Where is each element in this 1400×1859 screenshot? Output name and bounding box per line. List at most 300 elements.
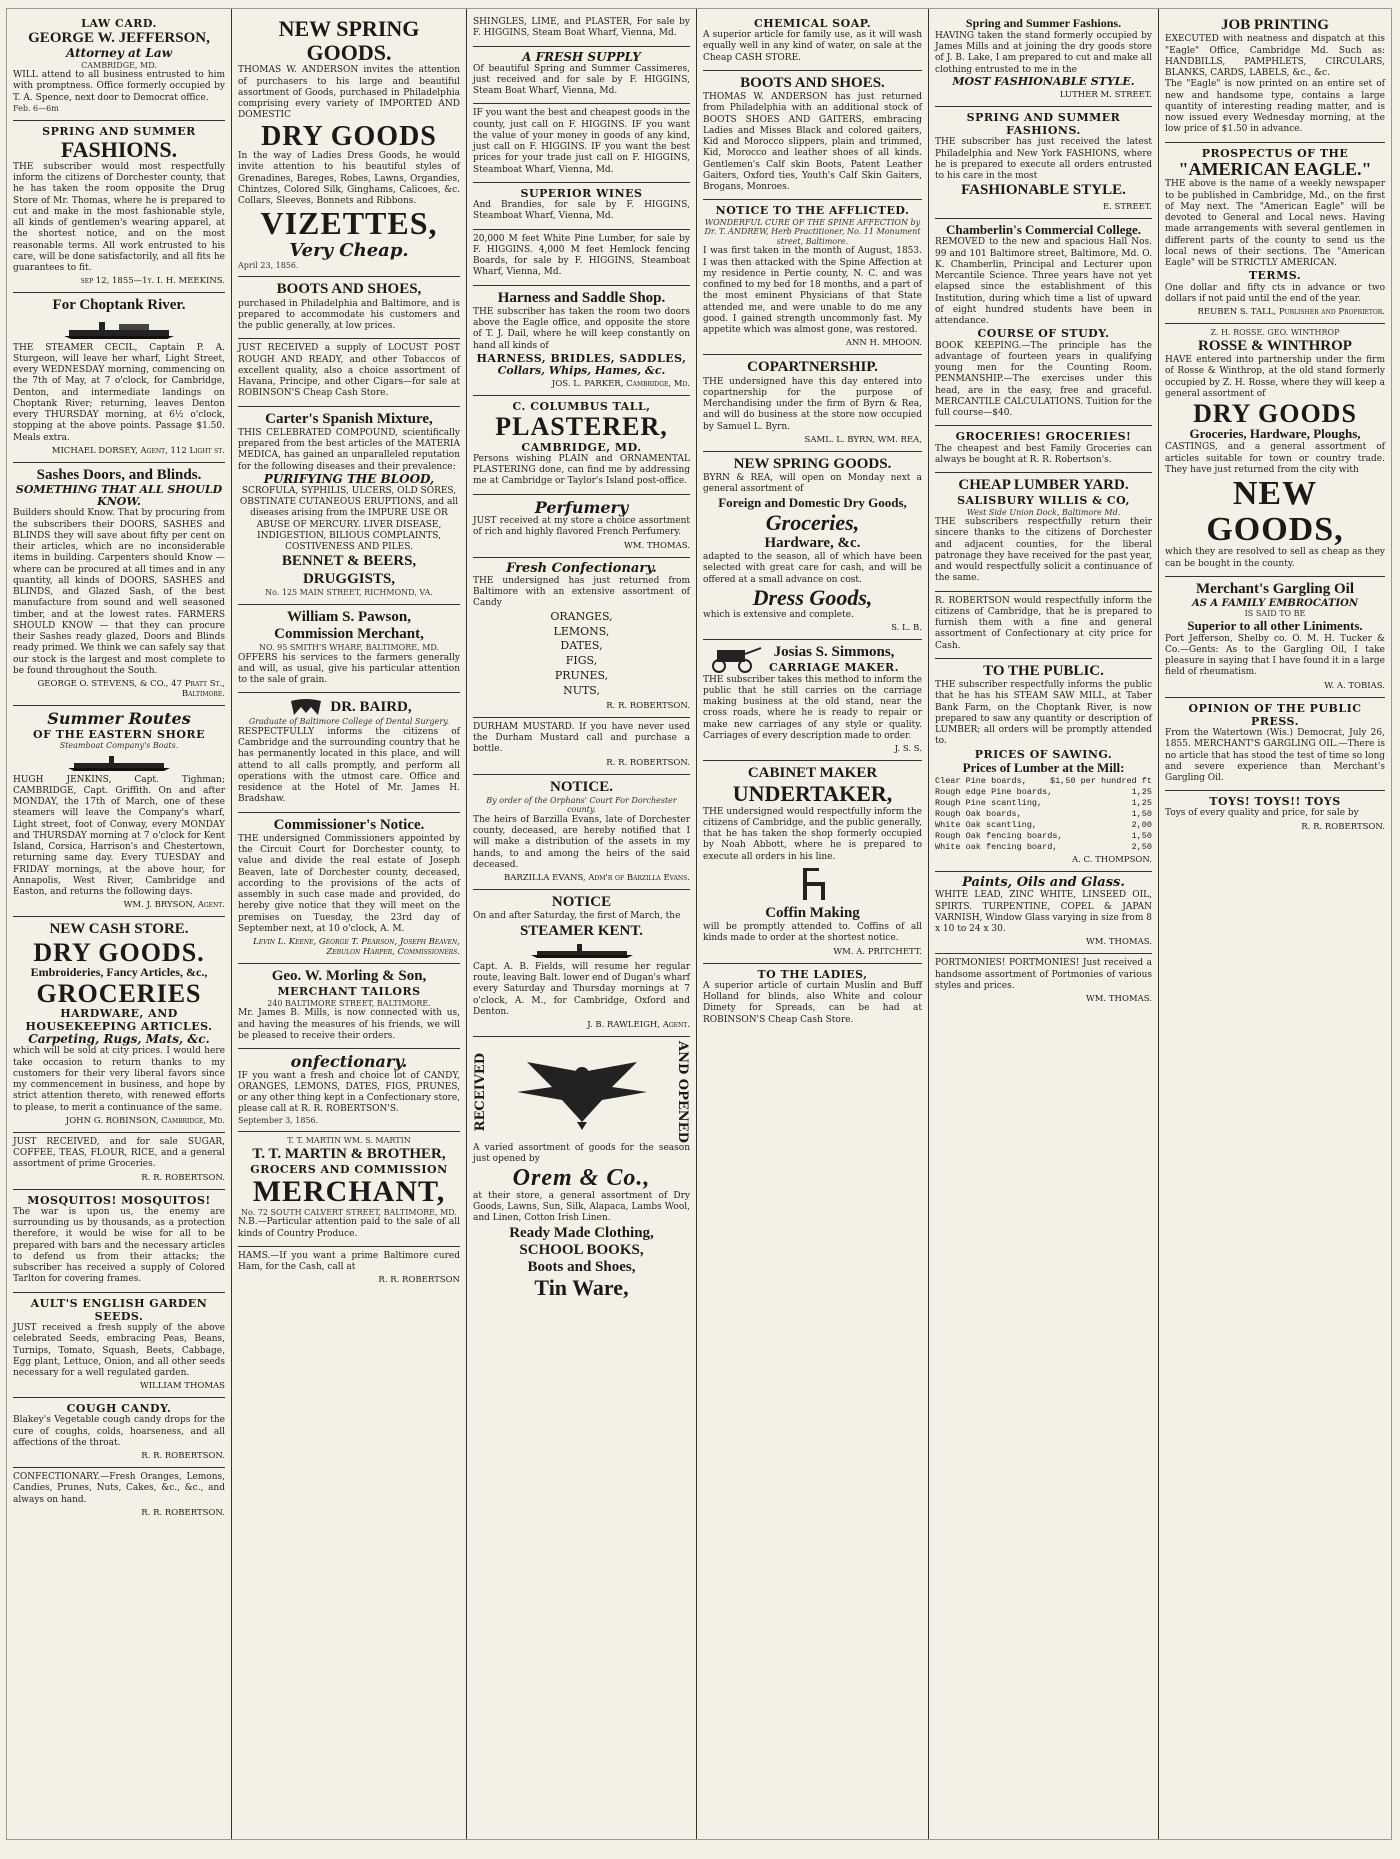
sugar-signature: R. R. ROBERTSON.	[141, 1172, 225, 1183]
paints-ad	[935, 872, 1152, 954]
robertson-body: R. ROBERTSON would respectfully inform the citizens of Cambridge, that he is prepared to furnish them with a fine and general assortment of Confectionary at city price for Cash.	[935, 595, 1152, 651]
cash-store-title: NEW CASH STORE.	[49, 921, 189, 938]
price-value: 1,50	[1131, 808, 1152, 819]
gargling-line: AS A FAMILY EMBROCATION	[1191, 598, 1359, 610]
cash-store-ad	[13, 917, 225, 1133]
price-row	[935, 842, 1152, 853]
column-3	[467, 9, 697, 1839]
robertson-ad	[935, 592, 1152, 659]
college-body: REMOVED to the new and spacious Hall Nos. 99 and 101 Baltimore street, Baltimore, Md. O. K. Chamberlin, Principal and Lecturer upon Mercantile Science. Three years have not yet elapsed since the establishment of this Institution, during which time a list of upward of eight hundred students have been in attendance.	[935, 237, 1152, 327]
cabinet-ad	[703, 761, 922, 963]
soap-ad	[703, 13, 922, 71]
law-card-title: Attorney at Law	[65, 46, 173, 61]
harness-signature: JOS. L. PARKER, Cambridge, Md.	[551, 379, 690, 390]
fashions2-big: FASHIONABLE STYLE.	[961, 182, 1126, 199]
list-item: ORANGES,	[550, 609, 613, 623]
cabinet-body2: will be promptly attended to. Coffins of all kinds made to order at the shortest notice.	[703, 922, 922, 944]
job-printing-title: JOB PRINTING	[1221, 17, 1329, 33]
hams-signature: R. R. ROBERTSON	[378, 1275, 460, 1286]
lumber-body: 20,000 M feet White Pine Lumber, for sale by F. HIGGINS. 4,000 M feet Hemlock fencing Boards, for sale by F. HIGGINS, Steamboat Wharf, Vienna, Md.	[473, 233, 690, 278]
spring-goods-ad	[238, 13, 460, 277]
column-4	[697, 9, 929, 1839]
orem-big3: Tin Ware,	[534, 1275, 629, 1301]
toys-ad	[1165, 791, 1385, 837]
price-value: $1,50 per hundred ft	[1049, 775, 1152, 786]
mixture-body2: SCROFULA, SYPHILIS, ULCERS, OLD SORES, OBSTINATE CUTANEOUS ERUPTIONS, and all diseases arising from the IMPURE USE OR ABUSE OF MERCURY. LIVER DISEASE, INDIGESTION, BILIOUS COMPLAINTS, COSTIVENESS AND PILES.	[239, 485, 459, 553]
mustard-body: DURHAM MUSTARD. If you have never used the Durham Mustard call and purchase a bottle.	[473, 721, 690, 755]
plasterer-body: Persons wishing PLAIN and ORNAMENTAL PLASTERING done, can find me by addressing me at Cambridge or Taylor's Island post-office.	[473, 453, 690, 487]
cheap-lumber-body: THE subscribers respectfully return their sincere thanks to the citizens of Dorchester and adjacent counties, for the liberal patronage they have received for the past year, and would respectfully solicit a continuance of the same.	[935, 517, 1152, 584]
locust-ad	[238, 339, 460, 406]
gargling-signature: W. A. TOBIAS.	[1324, 680, 1385, 691]
cash-store-body: which will be sold at city prices. I would here take occasion to return thanks to my customers for their very liberal favors since my commencement in business, and hope by strict attention thereto, with renewed efforts to please, to merit a continuance of the same.	[13, 1046, 225, 1113]
orem-line: Ready Made Clothing,	[509, 1224, 654, 1241]
fashions2-signature: E. STREET.	[1102, 201, 1152, 212]
toys-title: TOYS! TOYS!! TOYS	[1209, 795, 1341, 809]
cough-candy-title: COUGH CANDY.	[66, 1402, 172, 1416]
martin-ad	[238, 1132, 460, 1247]
plasterer-place: CAMBRIDGE, MD.	[521, 440, 642, 454]
college-line: COURSE OF STUDY.	[977, 327, 1110, 341]
fresh-confectionary-signature: R. R. ROBERTSON.	[606, 700, 690, 711]
harness-line: Collars, Whips, Hames, &c.	[497, 364, 666, 378]
price-list	[935, 776, 1152, 853]
cash-store-line: Carpeting, Rugs, Mats, &c.	[28, 1032, 210, 1047]
college-title: Chamberlin's Commercial College.	[945, 221, 1142, 237]
paints-body: WHITE LEAD, ZINC WHITE, LINSEED OIL, SPIRTS. TURPENTINE, COPEL & JAPAN VARNISH, Window Glass varying in size from 8 x 10 to 24 x 30.	[935, 890, 1152, 935]
notice-title: NOTICE.	[550, 778, 613, 795]
groceries-ad	[935, 426, 1152, 473]
perfumery-body: JUST received at my store a choice assortment of rich and highly flavored French Perfumery.	[473, 516, 690, 538]
higgins-ad	[473, 104, 690, 183]
rosse-body3: which they are resolved to sell as cheap as they can be bought in the county.	[1165, 547, 1385, 569]
column-2	[232, 9, 467, 1839]
law-card-name: GEORGE W. JEFFERSON,	[28, 30, 210, 47]
fashions-kicker: SPRING AND SUMMER	[42, 124, 196, 138]
job-printing-ad	[1165, 13, 1385, 143]
garden-seeds-signature: WILLIAM THOMAS	[140, 1381, 225, 1392]
job-printing-body2: The "Eagle" is now printed on an entire set of new and handsome type, contains a large quantity of interesting reading matter, and is now issued every Wednesday morning, at the low price of $1.50 in advance.	[1165, 79, 1385, 135]
price-item: Rough edge Pine boards,	[935, 786, 1053, 797]
eastern-shore-ad	[13, 706, 225, 917]
perfumery-ad	[473, 495, 690, 558]
prospectus-terms: TERMS.	[1248, 269, 1302, 283]
cough-candy-ad	[13, 1398, 225, 1468]
cash-store-big1: DRY GOODS.	[33, 937, 205, 967]
boots-title: BOOTS AND SHOES.	[740, 74, 885, 91]
pawson-ad	[238, 605, 460, 694]
eastern-shore-line: Steamboat Company's Boats.	[59, 740, 179, 750]
plasterer-kicker: C. COLUMBUS TALL,	[512, 400, 651, 414]
byrn-goods-body2: adapted to the season, all of which have been selected with great care for cash, and will be offered at a small advance on cost.	[703, 552, 922, 585]
spring-goods-line: Very Cheap.	[289, 239, 409, 261]
gargling-ad	[1165, 577, 1385, 698]
fashions-body: THE subscriber would most respectfully inform the citizens of Dorchester county, that he has taken the room opposite the Drug Store of Mr. Thomas, where he is prepared to cut and make in the most fashionable style, all kinds of gentlemen's wearing apparel, at the shortest notice, and on the most reasonable terms. All work entrusted to his care, will be done satisfactorily, and all fits he guarantees to fit.	[13, 161, 225, 274]
public-body: THE subscriber respectfully informs the public that he has his STEAM SAW MILL, at Taber Bank Farm, on the Choptank River, is now prepared to saw any quantity or description of LUMBER; all orders will be promptly attended to.	[935, 680, 1152, 747]
kent-ad	[473, 890, 690, 1037]
public-line: PRICES OF SAWING.	[974, 747, 1113, 761]
sashes-subtitle: SOMETHING THAT ALL SHOULD KNOW.	[15, 483, 223, 509]
cash-store-signature: JOHN G. ROBINSON, Cambridge, Md.	[65, 1115, 225, 1126]
baird-ad	[238, 693, 460, 812]
prospectus-kicker: PROSPECTUS OF THE	[1201, 146, 1349, 160]
law-card-place: CAMBRIDGE, MD.	[81, 60, 157, 70]
eastern-shore-signature: WM. J. BRYSON, Agent.	[123, 900, 225, 911]
prospectus-title: "AMERICAN EAGLE."	[1178, 158, 1372, 179]
orem-big: Orem & Co.,	[512, 1164, 651, 1191]
copartnership-ad	[703, 355, 922, 452]
afflicted-signature: ANN H. MHOON.	[845, 338, 922, 349]
spring-fashions-line: MOST FASHIONABLE STYLE.	[952, 74, 1135, 88]
ladies-body: A superior article of curtain Muslin and Buff Holland for blinds, also White and colour Dimety for Spreads, can be had at ROBINSON'S Cheap Cash Store.	[703, 980, 922, 1025]
choptank-body: THE STEAMER CECIL, Captain P. A. Sturgeon, will leave her wharf, Light Street, every WEDNESDAY morning, commencing on the 7th of May, at 7 o'clock, for Cambridge, Denton, and intermediate landings on Choptank River; returning, leaves Denton every THURSDAY morning, at 6½ o'clock, stopping at the above points. Passage $1.50. Meals extra.	[13, 342, 225, 443]
spring-goods-body: THOMAS W. ANDERSON invites the attention of purchasers to his large and beautiful assortment of Goods, purchased in Philadelphia comprising every variety of IMPORTED AND DOMESTIC	[238, 65, 460, 121]
perfumery-signature: WM. THOMAS.	[624, 540, 690, 551]
paints-signature: WM. THOMAS.	[1086, 937, 1152, 948]
price-value: 1,25	[1131, 797, 1152, 808]
orem-line2: Boots and Shoes,	[527, 1259, 636, 1275]
gargling-body: Port Jefferson, Shelby co. O. M. H. Tucker & Co.—Gents: As to the Gargling Oil, I take pleasure in saying that I have found it in a large field of rheumatism.	[1165, 633, 1385, 678]
rosse-body: HAVE entered into partnership under the firm of Rosse & Winthrop, at the old stand formerly occupied by Z. H. Rosse, where they will keep a general assortment of	[1165, 355, 1385, 399]
martin-names: T. T. MARTIN WM. S. MARTIN	[287, 1136, 411, 1146]
fresh-confectionary-ad	[473, 558, 690, 718]
groceries-body: The cheapest and best Family Groceries can always be bought at R. R. Robertson's.	[935, 443, 1152, 465]
pawson-body: OFFERS his services to the farmers generally and will, as usual, give his particular attention to the sale of grain.	[238, 652, 460, 686]
boots-ad	[703, 71, 922, 201]
job-printing-body: EXECUTED with neatness and dispatch at this "Eagle" Office, Cambridge Md. Such as: HANDBILLS, PAMPHLETS, CIRCULARS, BLANKS, CARDS, LABELS, &c., &c.	[1165, 34, 1385, 78]
byrn-goods-body3: which is extensive and complete.	[703, 609, 854, 620]
cash-store-big2: GROCERIES	[36, 978, 202, 1008]
notice-body: The heirs of Barzilla Evans, late of Dorchester county, deceased, are hereby notified that I will make a distribution of the assets in my hands, to and among the heirs of the said deceased.	[473, 814, 690, 870]
fashions-signature: sep 12, 1855—1y. I. H. MEEKINS.	[80, 276, 225, 287]
martin-title: T. T. MARTIN & BROTHER,	[252, 1145, 446, 1162]
law-card-ad	[13, 13, 225, 121]
boots-shoes-title: BOOTS AND SHOES,	[276, 281, 422, 298]
spring-goods-title: NEW SPRING GOODS.	[278, 16, 420, 66]
wines-body: And Brandies, for sale by F. HIGGINS, Steamboat Wharf, Vienna, Md.	[473, 200, 690, 222]
sashes-title: Sashes Doors, and Blinds.	[36, 466, 202, 483]
choptank-title: For Choptank River.	[52, 297, 186, 314]
harness-ad	[473, 286, 690, 397]
mixture-line: PURIFYING THE BLOOD,	[263, 471, 435, 486]
morling-title: Geo. W. Morling & Son,	[271, 968, 427, 985]
spring-fashions-ad	[935, 13, 1152, 107]
cabinet-line: Coffin Making	[765, 904, 860, 921]
fashions2-ad	[935, 107, 1152, 219]
hams-body: HAMS.—If you want a prime Baltimore cured Ham, for the Cash, call at	[238, 1250, 460, 1273]
soap-body: A superior article for family use, as it will wash equally well in any kind of water, on sale at the Cheap CASH STORE.	[703, 30, 922, 63]
fresh-confectionary-list	[473, 610, 690, 699]
pawson-subtitle: Commission Merchant,	[274, 625, 424, 642]
orem-big2: SCHOOL BOOKS,	[519, 1241, 644, 1258]
fresh-supply-title: A FRESH SUPPLY	[522, 49, 641, 64]
price-item: White oak fencing board,	[935, 842, 1058, 853]
portmonies-signature: WM. THOMAS.	[1086, 994, 1152, 1005]
cheap-lumber-ad	[935, 473, 1152, 592]
copartnership-title: COPARTNERSHIP.	[747, 359, 878, 376]
list-item: NUTS,	[563, 683, 600, 697]
byrn-goods-signature: S. L. B.	[891, 623, 922, 634]
plasterer-ad	[473, 396, 690, 494]
byrn-goods-big3: Hardware, &c.	[764, 534, 861, 551]
pawson-place: NO. 95 SMITH'S WHARF, BALTIMORE, MD.	[258, 643, 440, 653]
afflicted-title: NOTICE TO THE AFFLICTED.	[715, 204, 910, 218]
martin-body: N.B.—Particular attention paid to the sale of all kinds of Country Produce.	[238, 1217, 460, 1239]
list-item: FIGS,	[565, 654, 598, 668]
afflicted-ad	[703, 200, 922, 355]
choptank-signature: MICHAEL DORSEY, Agent, 112 Light st.	[51, 445, 225, 456]
harness-body: THE subscriber has taken the room two doors above the Eagle office, and opposite the store of T. J. Dail, where he will keep constantly on hand all kinds of	[473, 306, 690, 351]
list-item: LEMONS,	[553, 624, 610, 638]
price-row	[935, 776, 1152, 787]
price-value: 1,25	[1131, 786, 1152, 797]
choptank-ad	[13, 293, 225, 463]
fashions-ad	[13, 121, 225, 294]
opinion-title: OPINION OF THE PUBLIC PRESS.	[1188, 701, 1362, 728]
kent-big: STEAMER KENT.	[519, 922, 644, 939]
steamboat-cut-icon	[527, 943, 637, 959]
byrn-goods-big2: Groceries,	[765, 509, 860, 535]
orem-ad	[473, 1037, 690, 1306]
portmonies-ad	[935, 954, 1152, 1010]
confection2-ad	[238, 1049, 460, 1132]
notice-subtitle: By order of the Orphans' Court For Dorchester county.	[486, 795, 677, 815]
commissioner-ad	[238, 813, 460, 965]
price-item: Clear Pine boards,	[935, 775, 1027, 786]
carriage-cut-icon	[703, 644, 763, 674]
public-ad	[935, 659, 1152, 872]
price-value: 1,50	[1131, 830, 1152, 841]
mixture-ad	[238, 407, 460, 605]
morling-body: Mr. James B. Mills, is now connected with us, and having the measures of his friends, we will be pleased to receive their orders.	[238, 1008, 460, 1041]
steamboat-cut-icon	[64, 754, 174, 772]
lumber-ad	[473, 230, 690, 286]
confectionary-signature: R. R. ROBERTSON.	[141, 1507, 225, 1518]
sugar-body: JUST RECEIVED, and for sale SUGAR, COFFEE, TEAS, FLOUR, RICE, and a general assortment of prime Groceries.	[13, 1136, 225, 1170]
chair-cut-icon	[793, 866, 833, 902]
eastern-shore-title: Summer Routes	[47, 709, 191, 729]
prospectus-signature: REUBEN S. TALL, Publisher and Proprietor.	[1197, 307, 1385, 318]
byrn-goods-body: BYRN & REA, will open on Monday next a general assortment of	[703, 473, 922, 495]
prospectus-ad	[1165, 143, 1385, 325]
mixture-title: Carter's Spanish Mixture,	[265, 410, 433, 427]
kent-signature: J. B. RAWLEIGH, Agent.	[587, 1020, 690, 1031]
eastern-shore-body: HUGH JENKINS, Capt. Tighman; CAMBRIDGE, Capt. Griffith. On and after MONDAY, the 17th of March, one of these steamers will leave the Company's wharf, Light street, foot of Conway, every MONDAY and THURSDAY morning at 7 o'clock for Kent Island, Corsica, Harrison's and Chestertown, returning same day. Every TUESDAY and FRIDAY mornings, at the above hour, for Annapolis, West River, Cambridge and Easton, and returns the following days.	[13, 774, 225, 897]
martin-big: MERCHANT,	[252, 1175, 446, 1209]
fresh-supply-ad	[473, 47, 690, 105]
wines-ad	[473, 183, 690, 230]
cabinet-body: THE undersigned would respectfully inform the citizens of Cambridge, and the public generally, that he has taken the shop formerly occupied by Noah Abbott, where he is prepared to execute all orders in his line.	[703, 806, 922, 862]
orem-body: A varied assortment of goods for the season just opened by	[473, 1143, 690, 1165]
afflicted-subtitle: WONDERFUL CURE OF THE SPINE AFFECTION by Dr. T. ANDREW, Herb Practitioner, No. 11 Monument street, Baltimore.	[704, 217, 921, 246]
spring-fashions-signature: LUTHER M. STREET.	[1059, 89, 1152, 100]
morling-place: 240 BALTIMORE STREET, BALTIMORE.	[267, 998, 431, 1008]
price-row	[935, 798, 1152, 809]
opinion-body: From the Watertown (Wis.) Democrat, July 26, 1855. MERCHANT'S GARGLING OIL.—There is no article that has stood the test of time so long and severe experience than Merchant's Gargling Oil.	[1165, 728, 1385, 784]
cough-candy-signature: R. R. ROBERTSON.	[141, 1451, 225, 1462]
rosse-ad	[1165, 324, 1385, 577]
sashes-signature: GEORGE O. STEVENS, & CO., 47 Pratt St., Baltimore.	[37, 679, 225, 700]
notice-signature: BARZILLA EVANS, Adm'r of Barzilla Evans.	[503, 873, 690, 884]
gargling-title: Merchant's Gargling Oil	[1195, 580, 1355, 597]
prospectus-body: THE above is the name of a weekly newspaper to be published in Cambridge, Md., on the first of May next. The "American Eagle" will be devoted to General and Local news. Having made arrangements with several gentlemen in different parts of the county to send us the local news of their sections. The "American Eagle" will be STRICTLY AMERICAN.	[1165, 179, 1385, 269]
hams-ad	[238, 1247, 460, 1292]
rosse-names: Z. H. ROSSE. GEO. WINTHROP	[1210, 328, 1340, 338]
price-row	[935, 831, 1152, 842]
price-item: Rough Pine scantling,	[935, 797, 1043, 808]
cash-store-subtitle: HARDWARE, AND HOUSEKEEPING ARTICLES.	[25, 1006, 213, 1034]
sashes-body: Builders should Know. That by procuring from the subscribers their DOORS, SASHES and BLINDS they will save about fifty per cent on their articles, which are no inconsiderable items in building. Carpenters should Know — where can be procured at all times and in any quantity, all kinds of DOORS, SASHES and BLINDS, and Glazed Sash, of the best manufacture from sound and well seasoned timber, and at the lowest rates. FARMERS SHOULD KNOW — that they can procure their Sashes ready glazed, Doors and Blinds ready primed. We think we can safely say that our stock is the largest and most complete to be found throughout the South.	[13, 508, 225, 676]
column-6	[1159, 9, 1391, 1839]
rosse-big: DRY GOODS	[1193, 399, 1357, 429]
kent-body: On and after Saturday, the first of March, the	[473, 911, 681, 922]
commissioner-title: Commissioner's Notice.	[273, 816, 425, 833]
opinion-ad	[1165, 698, 1385, 792]
sashes-ad	[13, 463, 225, 706]
simmons-title: Josias S. Simmons,	[773, 644, 895, 661]
fresh-confectionary-body: THE undersigned has just returned from Baltimore with an extensive assortment of Candy	[473, 575, 690, 609]
kent-title: NOTICE	[551, 894, 612, 911]
confection2-body: IF you want a fresh and choice lot of CANDY, ORANGES, LEMONS, DATES, FIGS, PRUNES, or any other thing kept in a Confectionary store, please call at R. R. ROBERTSON'S.	[238, 1070, 460, 1115]
portmonies-body: PORTMONIES! PORTMONIES! Just received a handsome assortment of Portmonies of various styles and prices.	[935, 958, 1152, 991]
morling-ad	[238, 964, 460, 1049]
baird-title: DR. BAIRD,	[330, 698, 412, 715]
gargling-subtitle: IS SAID TO BE	[1244, 609, 1306, 619]
spring-goods-date: April 23, 1856.	[238, 260, 299, 270]
orem-received-label: RECEIVED	[473, 1052, 488, 1132]
list-item: DATES,	[560, 639, 603, 653]
fashions-title: FASHIONS.	[60, 136, 178, 162]
spring-goods-body2: In the way of Ladies Dress Goods, he would invite attention to his beautiful styles of Grenadines, Bareges, Robes, Lawns, Organdies, Chintzes, Colored Silk, Ginghams, Calicoes, &c. Collars, Sleeves, Bonnets and Ribbons.	[238, 151, 460, 207]
public-title: TO THE PUBLIC.	[983, 662, 1104, 679]
baird-subtitle: Graduate of Baltimore College of Dental Surgery.	[248, 717, 450, 727]
spring-fashions-title: Spring and Summer Fashions.	[965, 16, 1122, 30]
price-row	[935, 787, 1152, 798]
simmons-ad	[703, 640, 922, 761]
price-item: Rough Oak fencing boards,	[935, 830, 1063, 841]
boots-shoes-ad	[238, 277, 460, 339]
byrn-goods-big: Foreign and Domestic Dry Goods,	[718, 494, 907, 510]
simmons-body: THE subscriber takes this method to inform the public that he still carries on the carriage making business at the old stand, near the cross roads, where he is ready to repair or make new carriages of any style or quality. Carriages of every description made to order.	[703, 674, 922, 741]
martin-place: No. 72 SOUTH CALVERT STREET, BALTIMORE, MD.	[241, 1207, 457, 1217]
college-body2: BOOK KEEPING.—The principle has the advantage of fourteen years in qualifying young men for the Counting Room. PENMANSHIP.—The exercises under this head, are in the easy, free and graceful. MERCANTILE CALCULATIONS. Tuition for the full course—$40.	[935, 340, 1152, 419]
byrn-goods-title: NEW SPRING GOODS.	[733, 455, 892, 472]
byrn-goods-big4: Dress Goods,	[752, 584, 873, 610]
spring-goods-big2: VIZETTES,	[260, 205, 438, 242]
ladies-ad	[703, 964, 922, 1032]
groceries-title: GROCERIES! GROCERIES!	[955, 430, 1132, 444]
sugar-ad	[13, 1133, 225, 1190]
orem-opened-label: AND OPENED	[675, 1041, 690, 1144]
mosquitos-ad	[13, 1190, 225, 1293]
garden-seeds-title: AULT'S ENGLISH GARDEN SEEDS.	[30, 1296, 208, 1323]
price-row	[935, 809, 1152, 820]
mosquitos-body: The war is upon us, the enemy are surrounding us by thousands, as a protection therefore, it would be wise for all to be prepared with bars and the necessary articles to defend us from their attacks; the subscriber has received a supply of Colored Tarlton for covering frames.	[13, 1206, 225, 1285]
baird-body: RESPECTFULLY informs the citizens of Cambridge and the surrounding country that he has permanently located in this place, and will attend to all calls promptly, and perform all operations with the utmost care. Office and residence at the Hotel of Mr. James H. Bradshaw.	[238, 726, 460, 805]
confectionary-body: CONFECTIONARY.—Fresh Oranges, Lemons, Candies, Prunes, Nuts, Cakes, &c., &c., and always on hand.	[13, 1472, 225, 1505]
cheap-lumber-title: CHEAP LUMBER YARD.	[958, 477, 1129, 494]
ladies-title: TO THE LADIES,	[757, 967, 868, 981]
public-signature: A. C. THOMPSON.	[1071, 855, 1152, 866]
cabinet-big: UNDERTAKER,	[732, 781, 893, 807]
spring-goods-big: DRY GOODS	[261, 120, 437, 152]
law-card-body: WILL attend to all business entrusted to him with promptness. Office formerly occupied by T. A. Spence, next door to Democrat office.	[13, 70, 225, 103]
higgins-body: IF you want the best and cheapest goods in the county, just call on F. HIGGINS. IF you want the value of your money in goods of any kind, just call on F. HIGGINS. IF you want the best prices for your trade just call on F. HIGGINS, Steamboat Wharf, Vienna, Md.	[473, 108, 690, 175]
simmons-subtitle: CARRIAGE MAKER.	[769, 661, 899, 675]
confection2-date: September 3, 1856.	[238, 1115, 319, 1125]
kent-body2: Capt. A. B. Fields, will resume her regular route, leaving Balt. lower end of Dugan's wharf every Saturday and Thursday mornings at 7 o'clock, A. M., for Cambridge, Oxford and Denton.	[473, 961, 690, 1017]
tooth-cut-icon	[286, 697, 326, 717]
rosse-title: ROSSE & WINTHROP	[1198, 337, 1352, 354]
cabinet-signature: WM. A. PRITCHETT.	[833, 946, 922, 957]
cheap-lumber-place: West Side Union Dock, Baltimore Md.	[966, 507, 1121, 517]
soap-title: CHEMICAL SOAP.	[753, 17, 872, 30]
price-value: 2,50	[1131, 842, 1152, 853]
rosse-line: Groceries, Hardware, Ploughs,	[1189, 426, 1361, 442]
garden-seeds-body: JUST received a fresh supply of the above celebrated Seeds, embracing Peas, Beans, Turnips, Tomato, Squash, Beets, Cabbage, Egg plant, Lettuce, Onion, and all other seeds necessary for a well regulated garden.	[13, 1323, 225, 1379]
column-5	[929, 9, 1159, 1839]
mosquitos-title: MOSQUITOS! MOSQUITOS!	[27, 1193, 211, 1207]
afflicted-body: I was first taken in the month of August, 1853. I was then attacked with the Spine Affection at my residence in Pertie county, N. C. and was confined to my bed for 18 months, and a part of the most eminent Physicians of that State attended me, and were unable to do me any good. I gained strength uncommonly fast. My appetite which was almost gone, was restored.	[703, 246, 922, 336]
toys-body: Toys of every quality and price, for sale by	[1165, 808, 1359, 819]
prospectus-body2: One dollar and fifty cts in advance or two dollars if not paid until the end of the year.	[1165, 282, 1385, 304]
harness-title: Harness and Saddle Shop.	[497, 289, 666, 306]
fashions2-body: THE subscriber has just received the latest Philadelphia and New York FASHIONS, where he is prepared to execute all orders entrusted to his care in the most	[935, 137, 1152, 182]
rosse-big2: NEW GOODS,	[1206, 475, 1344, 548]
mixture-signature: BENNET & BEERS, DRUGGISTS,	[281, 553, 417, 587]
public-big: Prices of Lumber at the Mill:	[962, 759, 1125, 775]
cabinet-title: CABINET MAKER	[747, 765, 878, 782]
steamboat-cut-icon	[59, 318, 179, 340]
commissioner-signature: Levin L. Keene, George T. Pearson, Joseph Beaven, Zebulon Harper, Commissioners.	[253, 937, 460, 958]
shingles-body: SHINGLES, LIME, and PLASTER, For sale by F. HIGGINS, Steam Boat Wharf, Vienna, Md.	[473, 17, 690, 39]
mustard-ad	[473, 718, 690, 775]
boots-body: THOMAS W. ANDERSON has just returned from Philadelphia with an additional stock of BOOTS SHOES AND GAITERS, embracing Ladies and Misses Black and colored gaiters, Kid and Morocco slippers, plain and trimmed, Kid, Morocco and leather shoes of all kinds. Gentlemen's Calf skin Boots, Patent Leather Gaiters, Oxford ties, Youth's Calf Skin Gaiters, Brogans, Monroes.	[703, 92, 922, 193]
spring-fashions-body: HAVING taken the stand formerly occupied by James Mills and at joining the dry goods store of J. B. Lake, I am prepared to cut and make all clothing entrusted to me in the	[935, 30, 1152, 75]
eastern-shore-subtitle: OF THE EASTERN SHORE	[33, 727, 205, 741]
byrn-goods-ad	[703, 452, 922, 640]
fashions2-title: SPRING AND SUMMER FASHIONS.	[966, 110, 1121, 138]
price-item: White Oak scantling,	[935, 819, 1038, 830]
cheap-lumber-subtitle: SALISBURY WILLIS & CO,	[957, 494, 1130, 508]
cough-candy-body: Blakey's Vegetable cough candy drops for the cure of coughs, colds, hoarseness, and all affections of the throat.	[13, 1415, 225, 1448]
shingles-ad	[473, 13, 690, 47]
price-value: 2,00	[1131, 819, 1152, 830]
paints-title: Paints, Oils and Glass.	[962, 875, 1125, 891]
mixture-body: THIS CELEBRATED COMPOUND, scientifically prepared from the best articles of the MATERIA MEDICA, has gained an unparalleled reputation for the following diseases and their prevalence:	[238, 427, 460, 472]
mustard-signature: R. R. ROBERTSON.	[606, 757, 690, 768]
copartnership-signature: SAML. L. BYRN, WM. REA,	[804, 434, 922, 445]
mixture-place: No. 125 MAIN STREET, RICHMOND, VA.	[265, 587, 433, 597]
price-row	[935, 820, 1152, 831]
fresh-supply-body: Of beautiful Spring and Summer Cassimeres, just received and for sale by F. HIGGINS, Steam Boat Wharf, Vienna, Md.	[473, 63, 690, 97]
list-item: PRUNES,	[554, 669, 609, 683]
fresh-confectionary-title: Fresh Confectionary.	[506, 560, 657, 576]
law-card-label: LAW CARD.	[81, 17, 157, 30]
perfumery-title: Perfumery	[534, 497, 629, 517]
harness-big: HARNESS, BRIDLES, SADDLES,	[476, 351, 687, 365]
toys-signature: R. R. ROBERTSON.	[1301, 821, 1385, 832]
cash-store-mid: Embroideries, Fancy Articles, &c.,	[30, 964, 208, 979]
plasterer-title: PLASTERER,	[495, 412, 668, 442]
martin-subtitle: GROCERS AND COMMISSION	[250, 1163, 448, 1177]
confection2-title: onfectionary.	[290, 1052, 408, 1071]
garden-seeds-ad	[13, 1293, 225, 1399]
simmons-signature: J. S. S.	[894, 744, 922, 755]
wines-title: SUPERIOR WINES	[520, 186, 643, 200]
column-1	[7, 9, 232, 1839]
notice-ad	[473, 775, 690, 891]
